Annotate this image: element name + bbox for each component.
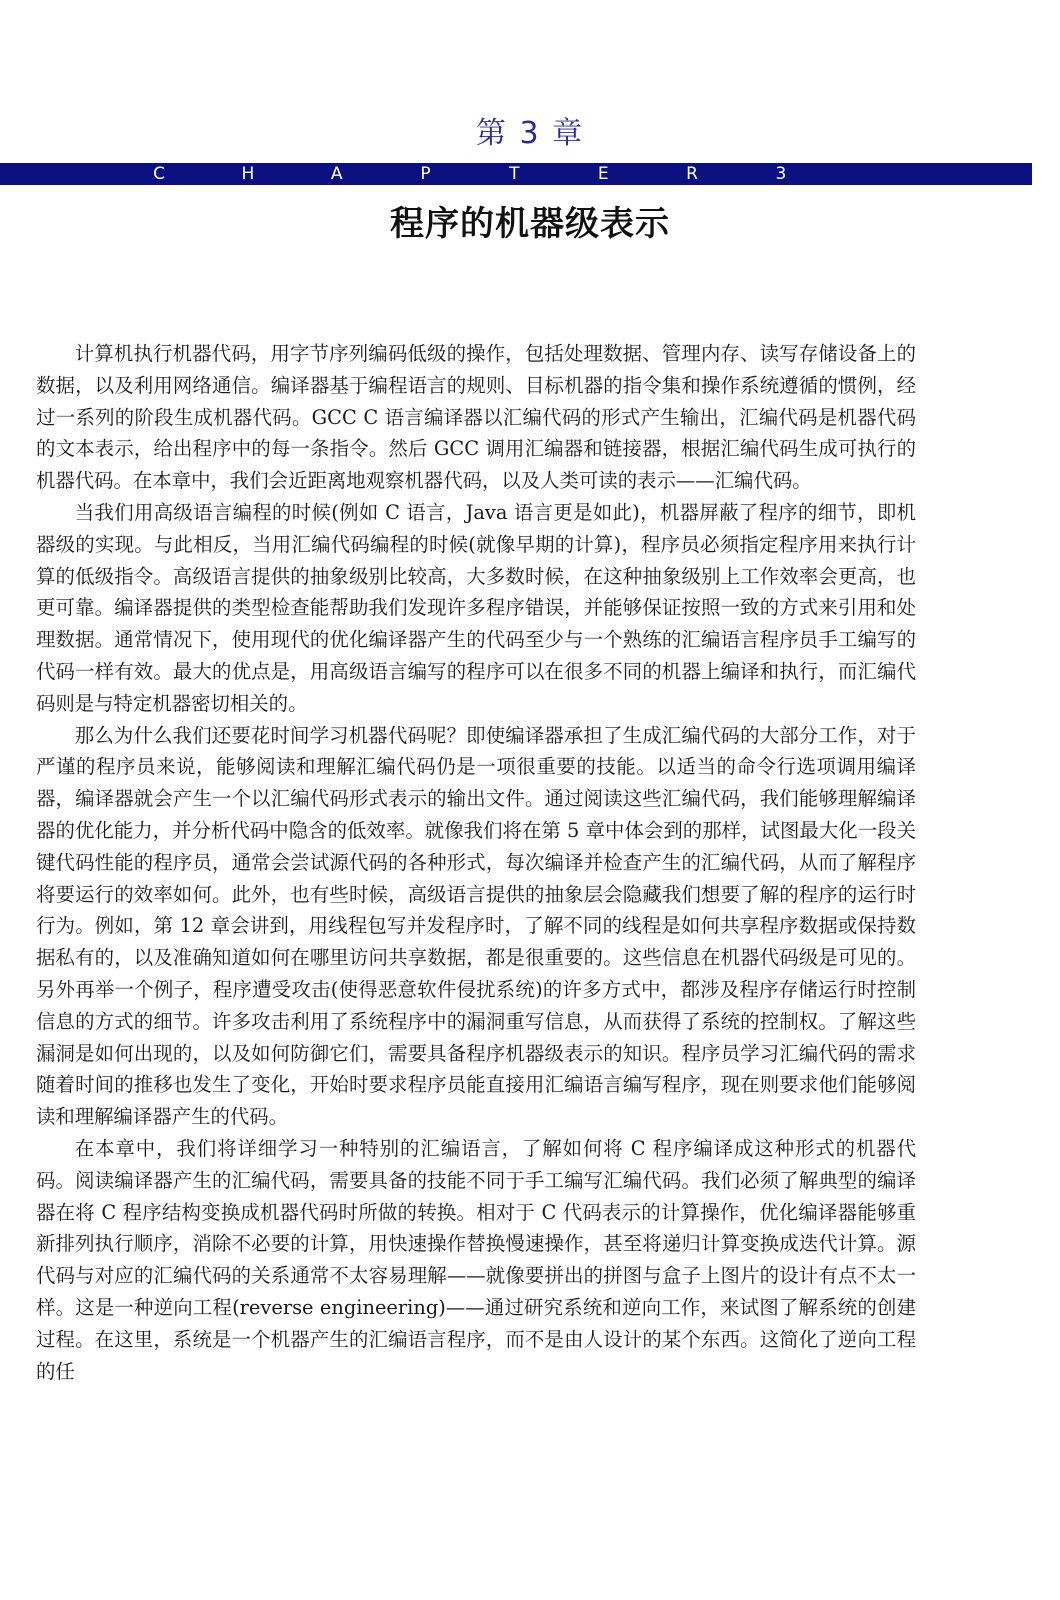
banner-letter: R	[686, 164, 698, 184]
banner-letter: T	[509, 164, 520, 184]
banner-letter: C	[153, 164, 165, 184]
banner-letter: 3	[775, 164, 787, 184]
chapter-banner-text	[150, 163, 790, 185]
paragraph: 计算机执行机器代码，用字节序列编码低级的操作，包括处理数据、管理内存、读写存储设备上的数据，以及利用网络通信。编译器基于编程语言的规则、目标机器的指令集和操作系统遵循的惯例，经过一系列的阶段生成机器代码。GCC C 语言编译器以汇编代码的形式产生输出，汇编代码是机器代码的文本表示，给出程序中的每一条指令。然后 GCC 调用汇编器和链接器，根据汇编代码生成可执行的机器代码。在本章中，我们会近距离地观察机器代码，以及人类可读的表示——汇编代码。	[36, 342, 916, 493]
paragraph: 当我们用高级语言编程的时候(例如 C 语言，Java 语言更是如此)，机器屏蔽了程序的细节，即机器级的实现。与此相反，当用汇编代码编程的时候(就像早期的计算)，程序员必须指定程序用来执行计算的低级指令。高级语言提供的抽象级别比较高，大多数时候，在这种抽象级别上工作效率会更高，也更可靠。编译器提供的类型检查能帮助我们发现许多程序错误，并能够保证按照一致的方式来引用和处理数据。通常情况下，使用现代的优化编译器产生的代码至少与一个熟练的汇编语言程序员手工编写的代码一样有效。最大的优点是，用高级语言编写的程序可以在很多不同的机器上编译和执行，而汇编代码则是与特定机器密切相关的。	[36, 500, 916, 715]
chapter-banner	[0, 163, 1032, 185]
banner-letter: H	[241, 164, 255, 184]
paragraph: 那么为什么我们还要花时间学习机器代码呢？即使编译器承担了生成汇编代码的大部分工作，对于严谨的程序员来说，能够阅读和理解汇编代码仍是一项很重要的技能。以适当的命令行选项调用编译器，编译器就会产生一个以汇编代码形式表示的输出文件。通过阅读这些汇编代码，我们能够理解编译器的优化能力，并分析代码中隐含的低效率。就像我们将在第 5 章中体会到的那样，试图最大化一段关键代码性能的程序员，通常会尝试源代码的各种形式，每次编译并检查产生的汇编代码，从而了解程序将要运行的效率如何。此外，也有些时候，高级语言提供的抽象层会隐藏我们想要了解的程序的运行时行为。例如，第 12 章会讲到，用线程包写并发程序时，了解不同的线程是如何共享程序数据或保持数据私有的，以及准确知道如何在哪里访问共享数据，都是很重要的。这些信息在机器代码级是可见的。另外再举一个例子，程序遭受攻击(使得恶意软件侵扰系统)的许多方式中，都涉及程序存储运行时控制信息的方式的细节。许多攻击利用了系统程序中的漏洞重写信息，从而获得了系统的控制权。了解这些漏洞是如何出现的，以及如何防御它们，需要具备程序机器级表示的知识。程序员学习汇编代码的需求随着时间的推移也发生了变化，开始时要求程序员能直接用汇编语言编写程序，现在则要求他们能够阅读和理解编译器产生的代码。	[36, 723, 916, 1129]
banner-letter: E	[597, 164, 609, 184]
banner-letter: P	[420, 164, 431, 184]
banner-letter: A	[330, 164, 343, 184]
body-text	[36, 338, 916, 1387]
chapter-label: 第 3 章	[475, 116, 585, 151]
paragraph: 在本章中，我们将详细学习一种特别的汇编语言，了解如何将 C 程序编译成这种形式的机器代码。阅读编译器产生的汇编代码，需要具备的技能不同于手工编写汇编代码。我们必须了解典型的编译器在将 C 程序结构变换成机器代码时所做的转换。相对于 C 代码表示的计算操作，优化编译器能够重新排列执行顺序，消除不必要的计算，用快速操作替换慢速操作，甚至将递归计算变换成迭代计算。源代码与对应的汇编代码的关系通常不太容易理解——就像要拼出的拼图与盒子上图片的设计有点不太一样。这是一种逆向工程(reverse engineering)——通过研究系统和逆向工作，来试图了解系统的创建过程。在这里，系统是一个机器产生的汇编语言程序，而不是由人设计的某个东西。这简化了逆向工程的任	[36, 1136, 916, 1383]
chapter-title: 程序的机器级表示	[390, 204, 670, 244]
